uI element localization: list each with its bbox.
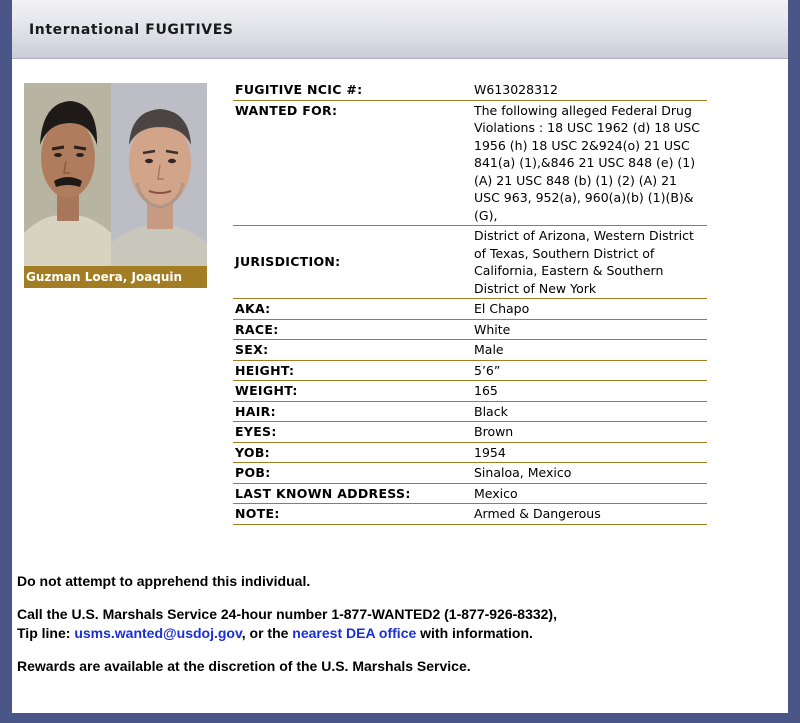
tip-email-link[interactable]: usms.wanted@usdoj.gov <box>74 625 242 641</box>
detail-label: JURISDICTION: <box>233 226 470 299</box>
tip-prefix: Tip line: <box>17 625 75 641</box>
detail-value: 1954 <box>470 442 707 463</box>
details-row <box>233 80 707 100</box>
portrait-1-illustration <box>24 83 111 266</box>
details-row <box>233 340 707 361</box>
detail-label: WANTED FOR: <box>233 100 470 226</box>
detail-value: 5’6” <box>470 360 707 381</box>
details-row <box>233 483 707 504</box>
detail-value: Sinaloa, Mexico <box>470 463 707 484</box>
details-row <box>233 360 707 381</box>
detail-label: YOB: <box>233 442 470 463</box>
details-row <box>233 504 707 525</box>
details-row <box>233 401 707 422</box>
detail-value: W613028312 <box>470 80 707 100</box>
fugitive-name: Guzman Loera, Joaquin <box>24 266 207 288</box>
detail-value: Black <box>470 401 707 422</box>
detail-value: District of Arizona, Western District of Texas, Southern District of California, Eastern & Southern District of New York <box>470 226 707 299</box>
detail-label: RACE: <box>233 319 470 340</box>
fugitive-photo-block <box>24 83 207 288</box>
dea-office-link[interactable]: nearest DEA office <box>292 625 417 641</box>
section-header <box>12 0 788 59</box>
call-line: Call the U.S. Marshals Service 24-hour number 1-877-WANTED2 (1-877-926-8332), <box>17 606 557 622</box>
details-row <box>233 463 707 484</box>
detail-label: AKA: <box>233 299 470 320</box>
detail-value: Brown <box>470 422 707 443</box>
fugitive-details-table <box>233 80 707 525</box>
tip-suffix: with information. <box>416 625 533 641</box>
details-row <box>233 422 707 443</box>
tip-middle: , or the <box>241 625 293 641</box>
detail-label: HAIR: <box>233 401 470 422</box>
details-row <box>233 100 707 226</box>
fugitive-photo-1 <box>24 83 111 266</box>
section-title: International FUGITIVES <box>29 22 234 38</box>
detail-label: EYES: <box>233 422 470 443</box>
details-row <box>233 299 707 320</box>
apprehend-warning: Do not attempt to apprehend this individual. <box>17 573 311 589</box>
detail-label: WEIGHT: <box>233 381 470 402</box>
detail-label: SEX: <box>233 340 470 361</box>
details-row <box>233 381 707 402</box>
detail-value: Mexico <box>470 483 707 504</box>
detail-label: POB: <box>233 463 470 484</box>
details-row <box>233 319 707 340</box>
detail-label: LAST KNOWN ADDRESS: <box>233 483 470 504</box>
detail-value: El Chapo <box>470 299 707 320</box>
detail-value: The following alleged Federal Drug Violations : 18 USC 1962 (d) 18 USC 1956 (h) 18 USC 2&924(o) 21 USC 841(a) (1),&846 21 USC 848 (e) (1) (A) 21 USC 848 (b) (1) (2) (A) 21 USC 963, 952(a), 960(a)(b) (1)(B)&(G), <box>470 100 707 226</box>
detail-value: Male <box>470 340 707 361</box>
rewards-text: Rewards are available at the discretion of the U.S. Marshals Service. <box>17 658 471 674</box>
detail-label: NOTE: <box>233 504 470 525</box>
portrait-2-illustration <box>111 83 207 266</box>
notice-section <box>17 572 777 690</box>
contact-info <box>17 605 777 643</box>
detail-value: 165 <box>470 381 707 402</box>
details-row <box>233 226 707 299</box>
fugitive-photo-2 <box>111 83 207 266</box>
detail-value: Armed & Dangerous <box>470 504 707 525</box>
detail-label: FUGITIVE NCIC #: <box>233 80 470 100</box>
detail-label: HEIGHT: <box>233 360 470 381</box>
detail-value: White <box>470 319 707 340</box>
details-row <box>233 442 707 463</box>
